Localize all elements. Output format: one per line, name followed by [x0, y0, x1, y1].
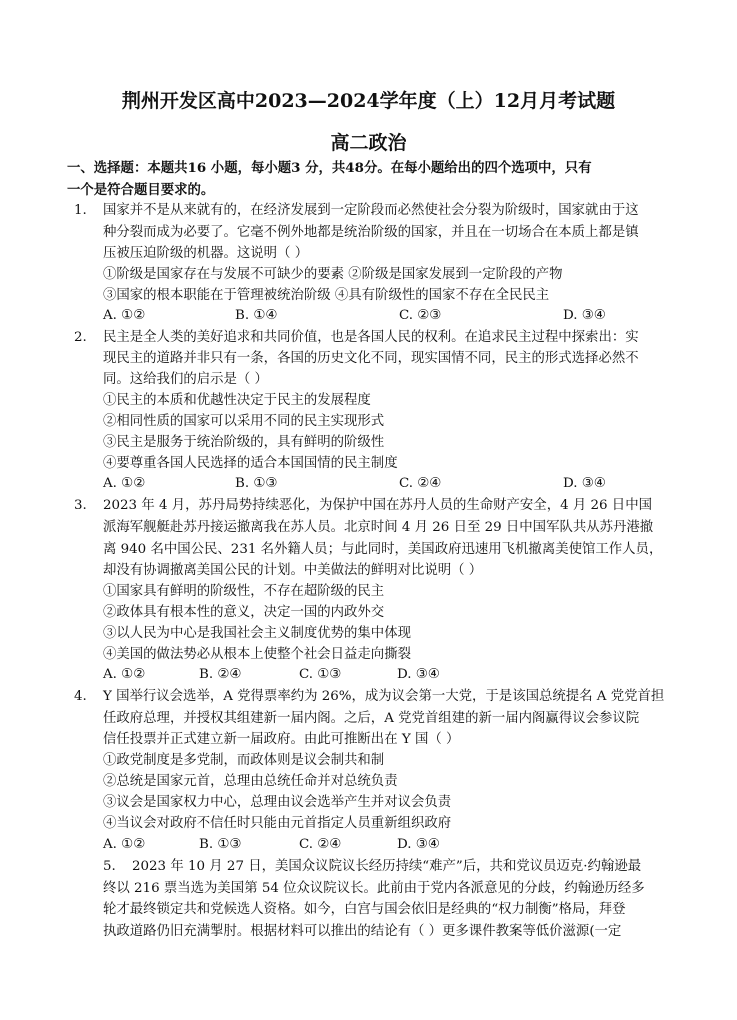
option-b: B. ①③	[199, 837, 242, 852]
question-stem-line: 轮才最终锁定共和党候选人资格。如今，白宫与国会依旧是经典的“权力制衡”格局，拜登	[103, 902, 626, 917]
question-number: 5.	[103, 859, 116, 874]
exam-subject: 高二政治	[330, 132, 407, 154]
question-stem-line: 2023 年 10 月 27 日，美国众议院议长经历持续“难产”后，共和党议员迈克·约翰逊最	[132, 859, 642, 874]
option-c: C. ②④	[299, 837, 342, 852]
option-d: D. ③④	[563, 476, 606, 491]
option-a: A. ①②	[103, 308, 146, 323]
question-item: ①政党制度是多党制，而政体则是议会制共和制	[103, 753, 385, 768]
question-stem-line: 信任投票并正式建立新一届政府。由此可推断出在 Y 国（ ）	[103, 732, 460, 747]
question-stem-line: 压被压迫阶级的机器。这说明（ ）	[103, 246, 309, 261]
question-stem-line: 民主是全人类的美好追求和共同价值，也是各国人民的权利。在追求民主过程中探索出：实	[103, 330, 639, 345]
question-item: ①国家具有鲜明的阶级性，不存在超阶级的民主	[103, 584, 385, 599]
option-c: C. ①③	[299, 667, 342, 682]
option-a: A. ①②	[103, 476, 146, 491]
question-stem-line: 执政道路仍旧充满掣肘。根据材料可以推出的结论有（ ）更多课件教案等低价滋源(一定	[103, 924, 622, 939]
section-instruction-line-1: 一、选择题：本题共16 小题，每小题3 分，共48分。在每小题给出的四个选项中，只有	[67, 160, 592, 176]
option-a: A. ①②	[103, 667, 146, 682]
section-instruction-line-2: 一个是符合题目要求的。	[67, 182, 215, 198]
option-b: B. ①④	[235, 308, 278, 323]
question-stem-line: 同。这给我们的启示是（ ）	[103, 372, 268, 387]
question-item: ②相同性质的国家可以采用不同的民主实现形式	[103, 414, 385, 429]
question-item: ④当议会对政府不信任时只能由元首指定人员重新组织政府	[103, 816, 452, 831]
question-item: ③以人民为中心是我国社会主义制度优势的集中体现	[103, 626, 411, 641]
option-c: C. ②④	[399, 476, 442, 491]
question-item: ③民主是服务于统治阶级的，具有鲜明的阶级性	[103, 435, 385, 450]
question-item: ①民主的本质和优越性决定于民主的发展程度	[103, 393, 371, 408]
question-stem-line: 任政府总理，并授权其组建新一届内阁。之后，A 党党首组建的新一届内阁赢得议会参议院	[103, 711, 640, 726]
option-d: D. ③④	[397, 837, 440, 852]
question-stem-line: 国家并不是从来就有的，在经济发展到一定阶段而必然使社会分裂为阶级时，国家就由于这	[103, 203, 639, 218]
question-number: 4.	[74, 689, 87, 704]
question-number: 3.	[74, 498, 87, 513]
question-item: ②政体具有根本性的意义，决定一国的内政外交	[103, 605, 385, 620]
question-stem-line: 2023 年 4 月，苏丹局势持续恶化，为保护中国在苏丹人员的生命财产安全，4 月 26 日中国	[103, 498, 652, 513]
question-item: ④要尊重各国人民选择的适合本国国情的民主制度	[103, 456, 398, 471]
question-item: ④美国的做法势必从根本上使整个社会日益走向撕裂	[103, 647, 411, 662]
question-item: ①阶级是国家存在与发展不可缺少的要素 ②阶级是国家发展到一定阶段的产物	[103, 267, 563, 282]
option-a: A. ①②	[103, 837, 146, 852]
question-stem-line: 种分裂而成为必要了。它毫不例外地都是统治阶级的国家，并且在一切场合在本质上都是镇	[103, 225, 639, 240]
option-d: D. ③④	[563, 308, 606, 323]
question-stem-line: Y 国举行议会选举，A 党得票率约为 26%，成为议会第一大党，于是该国总统提名 A 党党首担	[103, 689, 665, 704]
question-stem-line: 却没有协调撤离美国公民的计划。中美做法的鲜明对比说明（ ）	[103, 563, 483, 578]
question-stem-line: 离 940 名中国公民、231 名外籍人员；与此同时，美国政府迅速用飞机撤离美使馆工作人员，	[103, 542, 663, 557]
option-c: C. ②③	[399, 308, 442, 323]
question-stem-line: 现民主的道路并非只有一条，各国的历史文化不同，现实国情不同，民主的形式选择必然不	[103, 351, 639, 366]
exam-title: 荆州开发区高中2023—2024学年度（上）12月月考试题	[121, 90, 616, 112]
option-b: B. ①③	[235, 476, 278, 491]
question-stem-line: 终以 216 票当选为美国第 54 位众议院议长。此前由于党内各派意见的分歧，约翰逊历经多	[103, 881, 645, 896]
question-item: ③国家的根本职能在于管理被统治阶级 ④具有阶级性的国家不存在全民民主	[103, 288, 550, 303]
question-number: 1.	[74, 203, 87, 218]
option-b: B. ②④	[199, 667, 242, 682]
question-item: ②总统是国家元首，总理由总统任命并对总统负责	[103, 774, 398, 789]
option-d: D. ③④	[397, 667, 440, 682]
question-stem-line: 派海军舰艇赴苏丹接运撤离我在苏人员。北京时间 4 月 26 日至 29 日中国军队共从苏丹港撤	[103, 520, 654, 535]
question-number: 2.	[74, 330, 87, 345]
question-item: ③议会是国家权力中心，总理由议会选举产生并对议会负责	[103, 795, 452, 810]
